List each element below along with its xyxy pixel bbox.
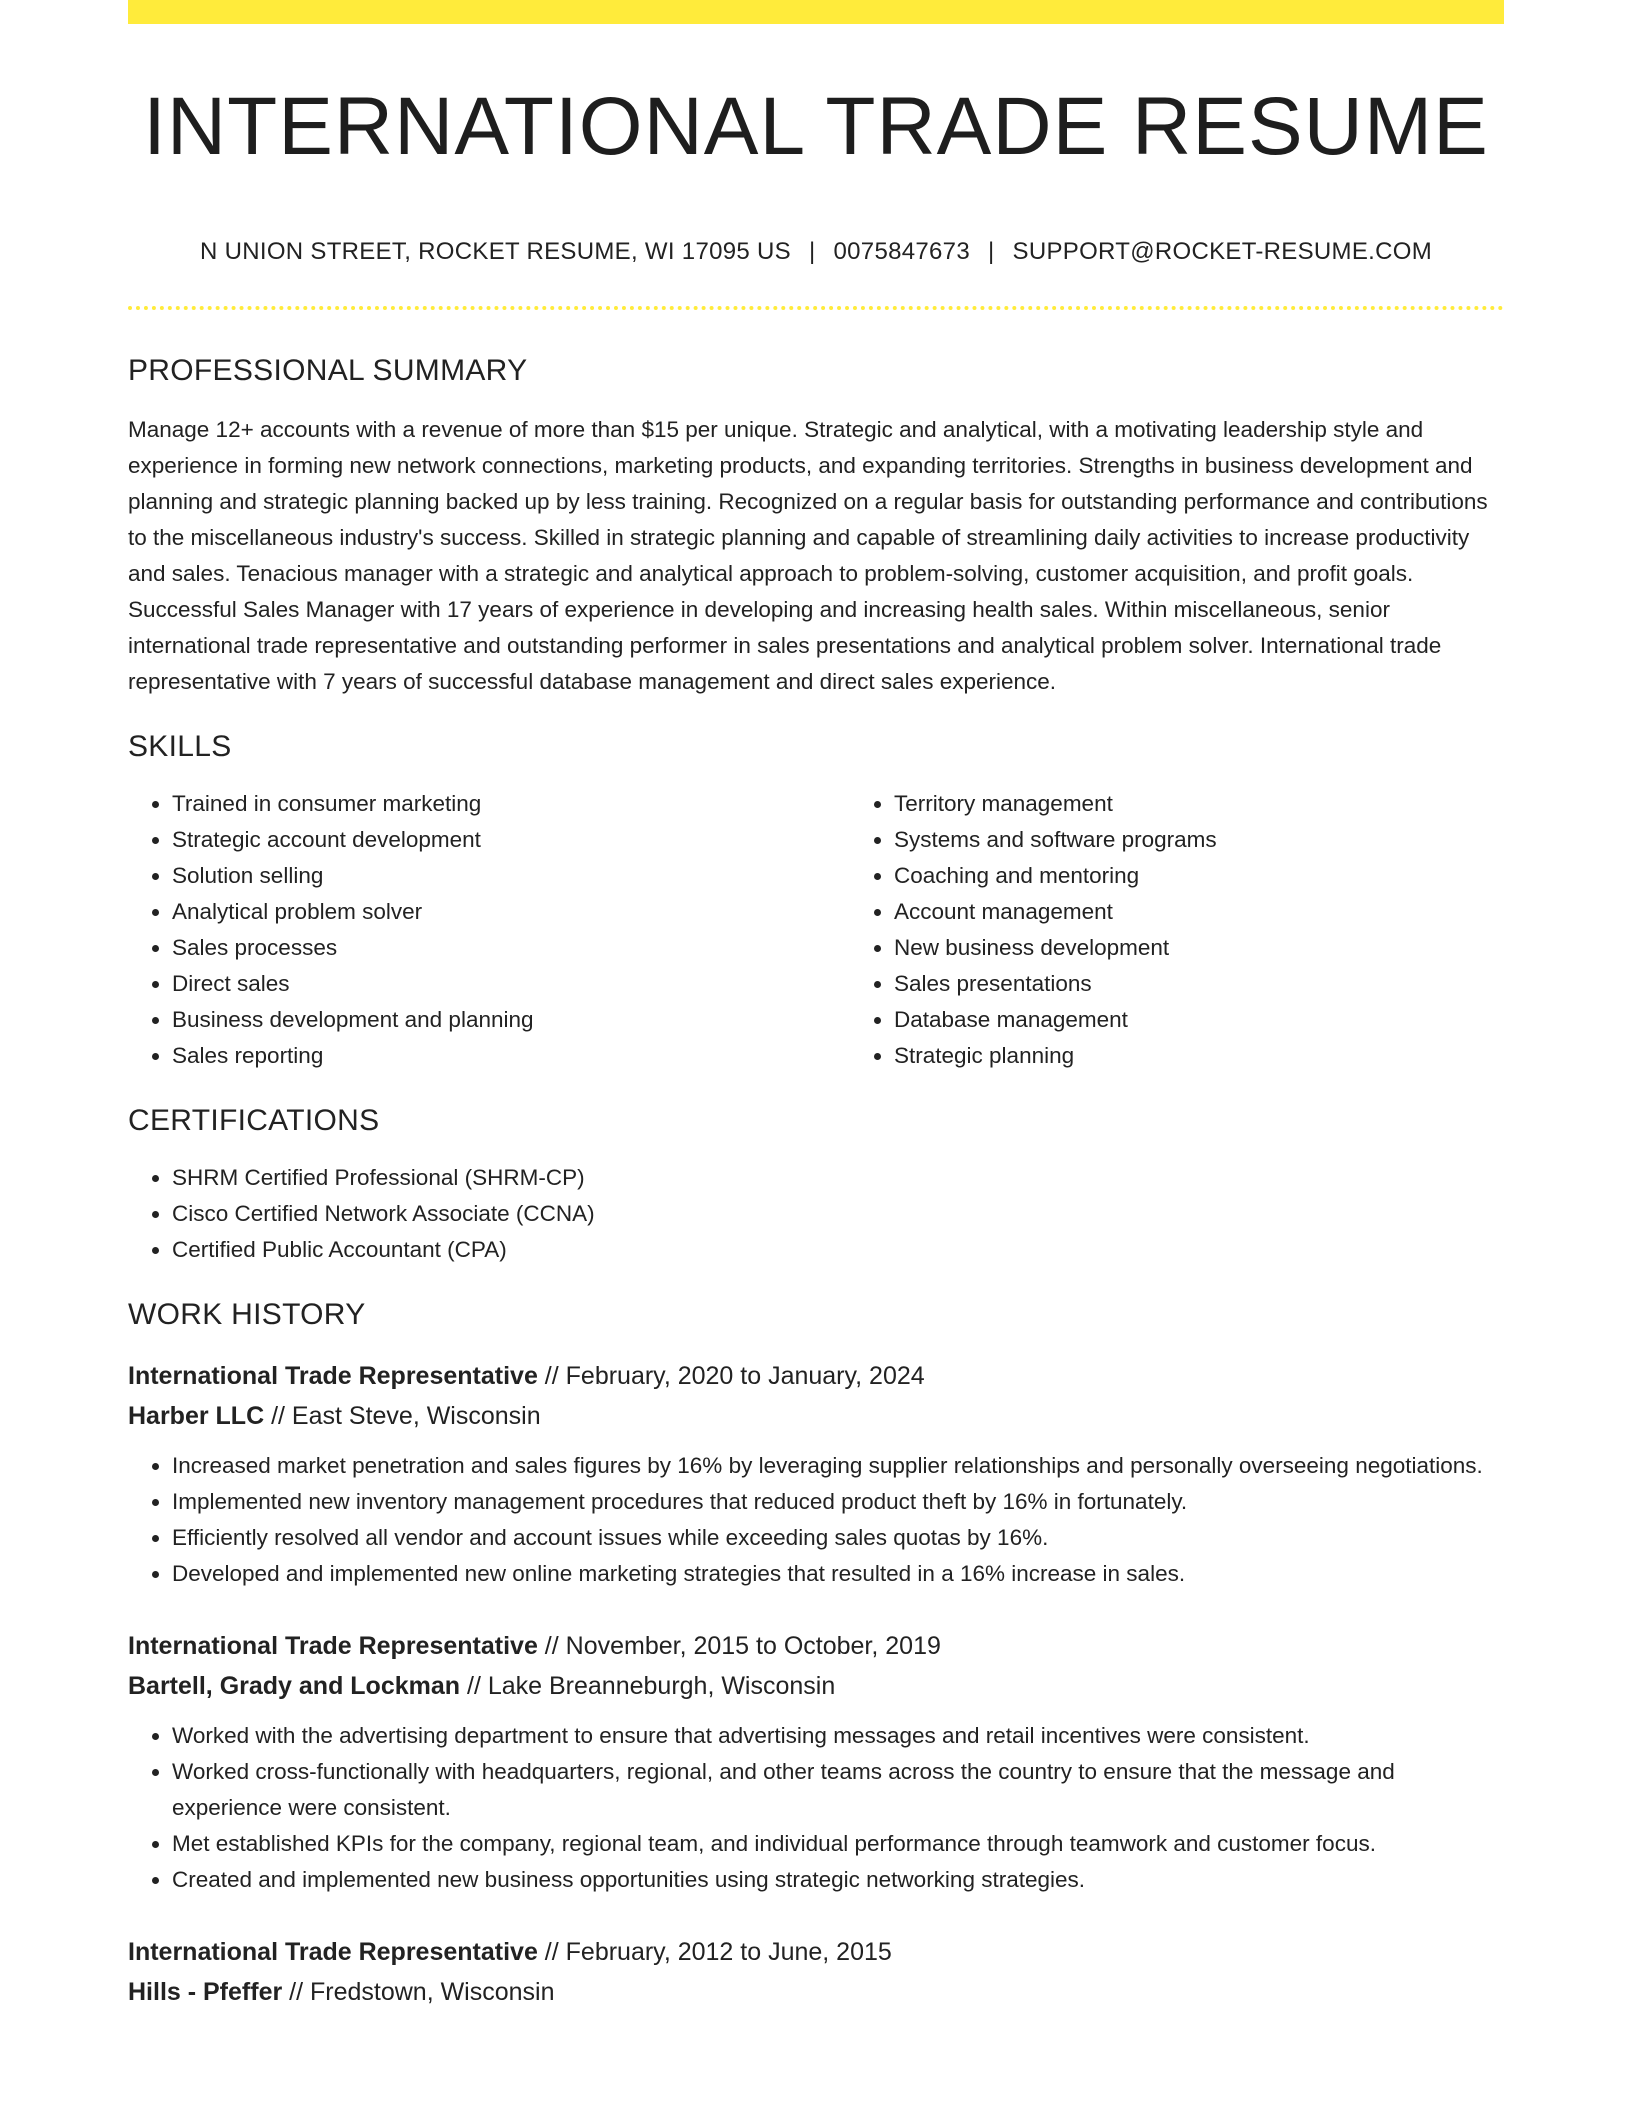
job-dates: // February, 2012 to June, 2015	[537, 1938, 892, 1966]
job-company: Bartell, Grady and Lockman	[128, 1672, 461, 1700]
job-title-line	[128, 1626, 1504, 1666]
job-bullet: • Worked with the advertising department to ensure that advertising messages and retail incentives were consistent.	[172, 1718, 1504, 1754]
contact-address: N UNION STREET, ROCKET RESUME, WI 17095 US	[200, 238, 791, 265]
skill-item: • Strategic planning	[894, 1038, 1504, 1074]
resume-page	[128, 0, 1504, 2012]
certifications-list	[128, 1160, 1504, 1268]
job-title: International Trade Representative	[128, 1362, 538, 1390]
skill-item: • Business development and planning	[172, 1002, 850, 1038]
job-company: Hills - Pfeffer	[128, 1978, 283, 2006]
job-dates: // November, 2015 to October, 2019	[537, 1632, 941, 1660]
job-title: International Trade Representative	[128, 1632, 538, 1660]
job-bullet: • Efficiently resolved all vendor and account issues while exceeding sales quotas by 16%.	[172, 1520, 1504, 1556]
skill-item: • Analytical problem solver	[172, 894, 850, 930]
skill-item: • Sales processes	[172, 930, 850, 966]
job-bullet: • Increased market penetration and sales figures by 16% by leveraging supplier relationships and personally overseeing negotiations.	[172, 1448, 1504, 1484]
job-company: Harber LLC	[128, 1402, 265, 1430]
skills-column-left	[128, 786, 850, 1074]
skills-heading: SKILLS	[128, 730, 232, 763]
contact-email: SUPPORT@ROCKET-RESUME.COM	[1012, 238, 1432, 265]
job-location: // East Steve, Wisconsin	[264, 1402, 541, 1430]
skill-item: • Database management	[894, 1002, 1504, 1038]
job-bullet: • Worked cross-functionally with headquarters, regional, and other teams across the country to ensure that the message and experience were consistent.	[172, 1754, 1504, 1826]
dotted-divider	[128, 306, 1504, 310]
work-history-heading: WORK HISTORY	[128, 1298, 366, 1331]
job-title-line	[128, 1356, 1504, 1396]
skill-item: • Coaching and mentoring	[894, 858, 1504, 894]
contact-phone: 0075847673	[833, 238, 970, 265]
skills-column-right	[850, 786, 1504, 1074]
skill-item: • Strategic account development	[172, 822, 850, 858]
skill-item: • Solution selling	[172, 858, 850, 894]
job-bullet: • Met established KPIs for the company, regional team, and individual performance through teamwork and customer focus.	[172, 1826, 1504, 1862]
job-bullets	[128, 1448, 1504, 1592]
job-entry	[128, 1626, 1504, 1898]
job-bullet: • Developed and implemented new online marketing strategies that resulted in a 16% increase in sales.	[172, 1556, 1504, 1592]
skill-item: • Sales presentations	[894, 966, 1504, 1002]
job-bullet: • Implemented new inventory management procedures that reduced product theft by 16% in fortunately.	[172, 1484, 1504, 1520]
contact-line	[128, 238, 1504, 266]
summary-text: Manage 12+ accounts with a revenue of more than $15 per unique. Strategic and analytical, with a motivating leadership style and experience in forming new network connections, marketing products, and expanding territories. Strengths in business development and planning and strategic planning backed up by less training. Recognized on a regular basis for outstanding performance and contributions to the miscellaneous industry's success. Skilled in strategic planning and capable of streamlining daily activities to increase productivity and sales. Tenacious manager with a strategic and analytical approach to problem-solving, customer acquisition, and profit goals. Successful Sales Manager with 17 years of experience in developing and increasing health sales. Within miscellaneous, senior international trade representative and outstanding performer in sales presentations and analytical problem solver. International trade representative with 7 years of successful database management and direct sales experience.	[128, 417, 1488, 694]
job-location: // Lake Breanneburgh, Wisconsin	[460, 1672, 836, 1700]
contact-separator: |	[987, 238, 995, 265]
skill-item: • Sales reporting	[172, 1038, 850, 1074]
job-company-line	[128, 1666, 1504, 1706]
resume-title: INTERNATIONAL TRADE RESUME	[143, 81, 1489, 172]
top-accent-bar	[128, 0, 1504, 24]
summary-heading: PROFESSIONAL SUMMARY	[128, 354, 528, 387]
job-company-line	[128, 1972, 1504, 2012]
job-entry	[128, 1356, 1504, 1592]
skill-item: • New business development	[894, 930, 1504, 966]
job-title-line	[128, 1932, 1504, 1972]
skill-item: • Direct sales	[172, 966, 850, 1002]
skill-item: • Territory management	[894, 786, 1504, 822]
job-location: // Fredstown, Wisconsin	[282, 1978, 555, 2006]
skill-item: • Account management	[894, 894, 1504, 930]
certification-item: • SHRM Certified Professional (SHRM-CP)	[172, 1160, 1504, 1196]
contact-separator: |	[808, 238, 816, 265]
skill-item: • Systems and software programs	[894, 822, 1504, 858]
job-entry	[128, 1932, 1504, 2012]
skills-list	[128, 786, 1504, 1074]
certification-item: • Certified Public Accountant (CPA)	[172, 1232, 1504, 1268]
job-dates: // February, 2020 to January, 2024	[537, 1362, 925, 1390]
skill-item: • Trained in consumer marketing	[172, 786, 850, 822]
certifications-heading: CERTIFICATIONS	[128, 1104, 380, 1137]
job-company-line	[128, 1396, 1504, 1436]
job-bullet: • Created and implemented new business opportunities using strategic networking strategies.	[172, 1862, 1504, 1898]
certification-item: • Cisco Certified Network Associate (CCNA)	[172, 1196, 1504, 1232]
job-bullets	[128, 1718, 1504, 1898]
job-title: International Trade Representative	[128, 1938, 538, 1966]
